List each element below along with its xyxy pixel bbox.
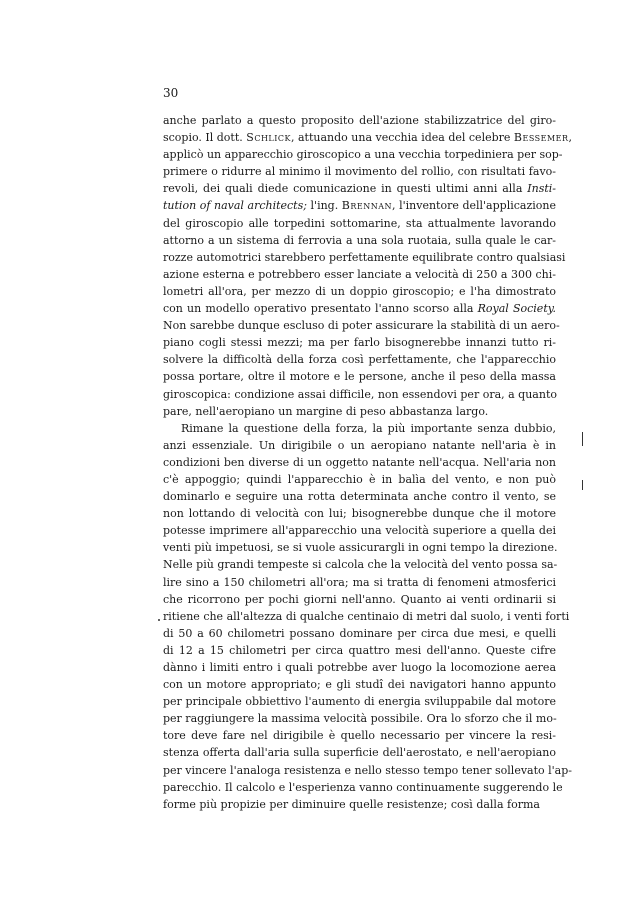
text-line: anzi essenziale. Un dirigibile o un aeropiano natante nell'aria è in: [163, 438, 556, 452]
text-line: stenza offerta dall'aria sulla superficie dell'aerostato, e nell'aeropiano: [163, 746, 556, 760]
text-line: azione esterna e potrebbero esser lanciate a velocità di 250 a 300 chi-: [163, 267, 556, 281]
text-line: anche parlato a questo proposito dell'azione stabilizzatrice del giro-: [163, 114, 556, 127]
text-line: con un motore appropriato; e gli studî dei navigatori hanno appunto: [163, 678, 556, 692]
text-line: di 50 a 60 chilometri possano dominare per circa due mesi, e quelli: [163, 626, 556, 640]
text-line: tore deve fare nel dirigibile è quello necessario per vincere la resi-: [163, 729, 556, 743]
text-line: pare, nell'aeropiano un margine di peso abbastanza largo.: [163, 404, 489, 418]
body-text: [163, 112, 573, 813]
text-line: lire sino a 150 chilometri all'ora; ma si tratta di fenomeni atmosferici: [163, 575, 556, 589]
text-line: dànno i limiti entro i quali potrebbe aver luogo la locomozione aerea: [163, 661, 556, 674]
text-line: potesse imprimere all'apparecchio una velocità superiore a quella dei: [163, 524, 556, 538]
text-line: revoli, dei quali diede comunicazione in questi ultimi anni alla Insti-: [163, 182, 556, 196]
text-line: dominarlo e seguire una rotta determinata anche contro il vento, se: [163, 490, 556, 504]
text-line: con un modello operativo presentato l'anno scorso alla Royal Society.: [163, 302, 556, 316]
text-line: primere o ridurre al minimo il movimento del rollio, con risultati favo-: [163, 165, 556, 179]
text-line: per vincere l'analoga resistenza e nello stesso tempo tener sollevato l'ap-: [163, 763, 573, 777]
text-line: per principale obbiettivo l'aumento di energia sviluppabile dal motore: [163, 695, 556, 709]
text-line: tution of naval architects; l'ing. Brennan, l'inventore dell'applicazione: [163, 199, 556, 213]
text-line: non lottando di velocità con lui; bisognerebbe dunque che il motore: [163, 507, 556, 521]
margin-mark: [582, 480, 583, 490]
text-line: ritiene che all'altezza di qualche centinaio di metri dal suolo, i venti forti: [163, 609, 570, 623]
page-number: 30: [163, 86, 179, 100]
text-line: forme più propizie per diminuire quelle resistenze; così dalla forma: [163, 797, 540, 811]
text-line: c'è appoggio; quindi l'apparecchio è in balìa del vento, e non può: [163, 472, 556, 486]
text-line: Nelle più grandi tempeste si calcola che la velocità del vento possa sa-: [163, 558, 558, 572]
text-line: Rimane la questione della forza, la più importante senza dubbio,: [181, 421, 556, 435]
text-line: di 12 a 15 chilometri per circa quattro mesi dell'anno. Queste cifre: [163, 643, 556, 657]
paragraph-1: [163, 112, 573, 420]
margin-mark: [582, 432, 583, 446]
text-line: per raggiungere la massima velocità possibile. Ora lo sforzo che il mo-: [163, 712, 557, 726]
text-line: lometri all'ora, per mezzo di un doppio giroscopio; e l'ha dimostrato: [163, 284, 556, 298]
text-line: scopio. Il dott. Schlick, attuando una vecchia idea del celebre Bessemer,: [163, 131, 573, 145]
text-line: parecchio. Il calcolo e l'esperienza vanno continuamente suggerendo le: [163, 780, 563, 794]
margin-dot: [158, 619, 160, 621]
text-line: che ricorrono per pochi giorni nell'anno. Quanto ai venti ordinarii si: [163, 592, 556, 606]
text-line: rozze automotrici starebbero perfettamente equilibrate contro qualsiasi: [163, 250, 566, 264]
text-line: possa portare, oltre il motore e le persone, anche il peso della massa: [163, 370, 556, 384]
text-line: giroscopica: condizione assai difficile, non essendovi per ora, a quanto: [163, 387, 557, 401]
text-line: del giroscopio alle torpedini sottomarine, sta attualmente lavorando: [163, 216, 556, 230]
text-line: Non sarebbe dunque escluso di poter assicurare la stabilità di un aero-: [163, 319, 560, 333]
text-line: attorno a un sistema di ferrovia a una sola ruotaia, sulla quale le car-: [163, 233, 556, 247]
text-line: piano cogli stessi mezzi; ma per farlo bisognerebbe innanzi tutto ri-: [163, 336, 556, 350]
paragraph-2: [163, 420, 573, 813]
text-line: applicò un apparecchio giroscopico a una vecchia torpediniera per sop-: [163, 148, 563, 162]
text-line: condizioni ben diverse di un oggetto natante nell'acqua. Nell'aria non: [163, 455, 556, 469]
text-line: solvere la difficoltà della forza così perfettamente, che l'apparecchio: [163, 353, 556, 367]
text-line: venti più impetuosi, se si vuole assicurargli in ogni tempo la direzione.: [163, 541, 558, 555]
